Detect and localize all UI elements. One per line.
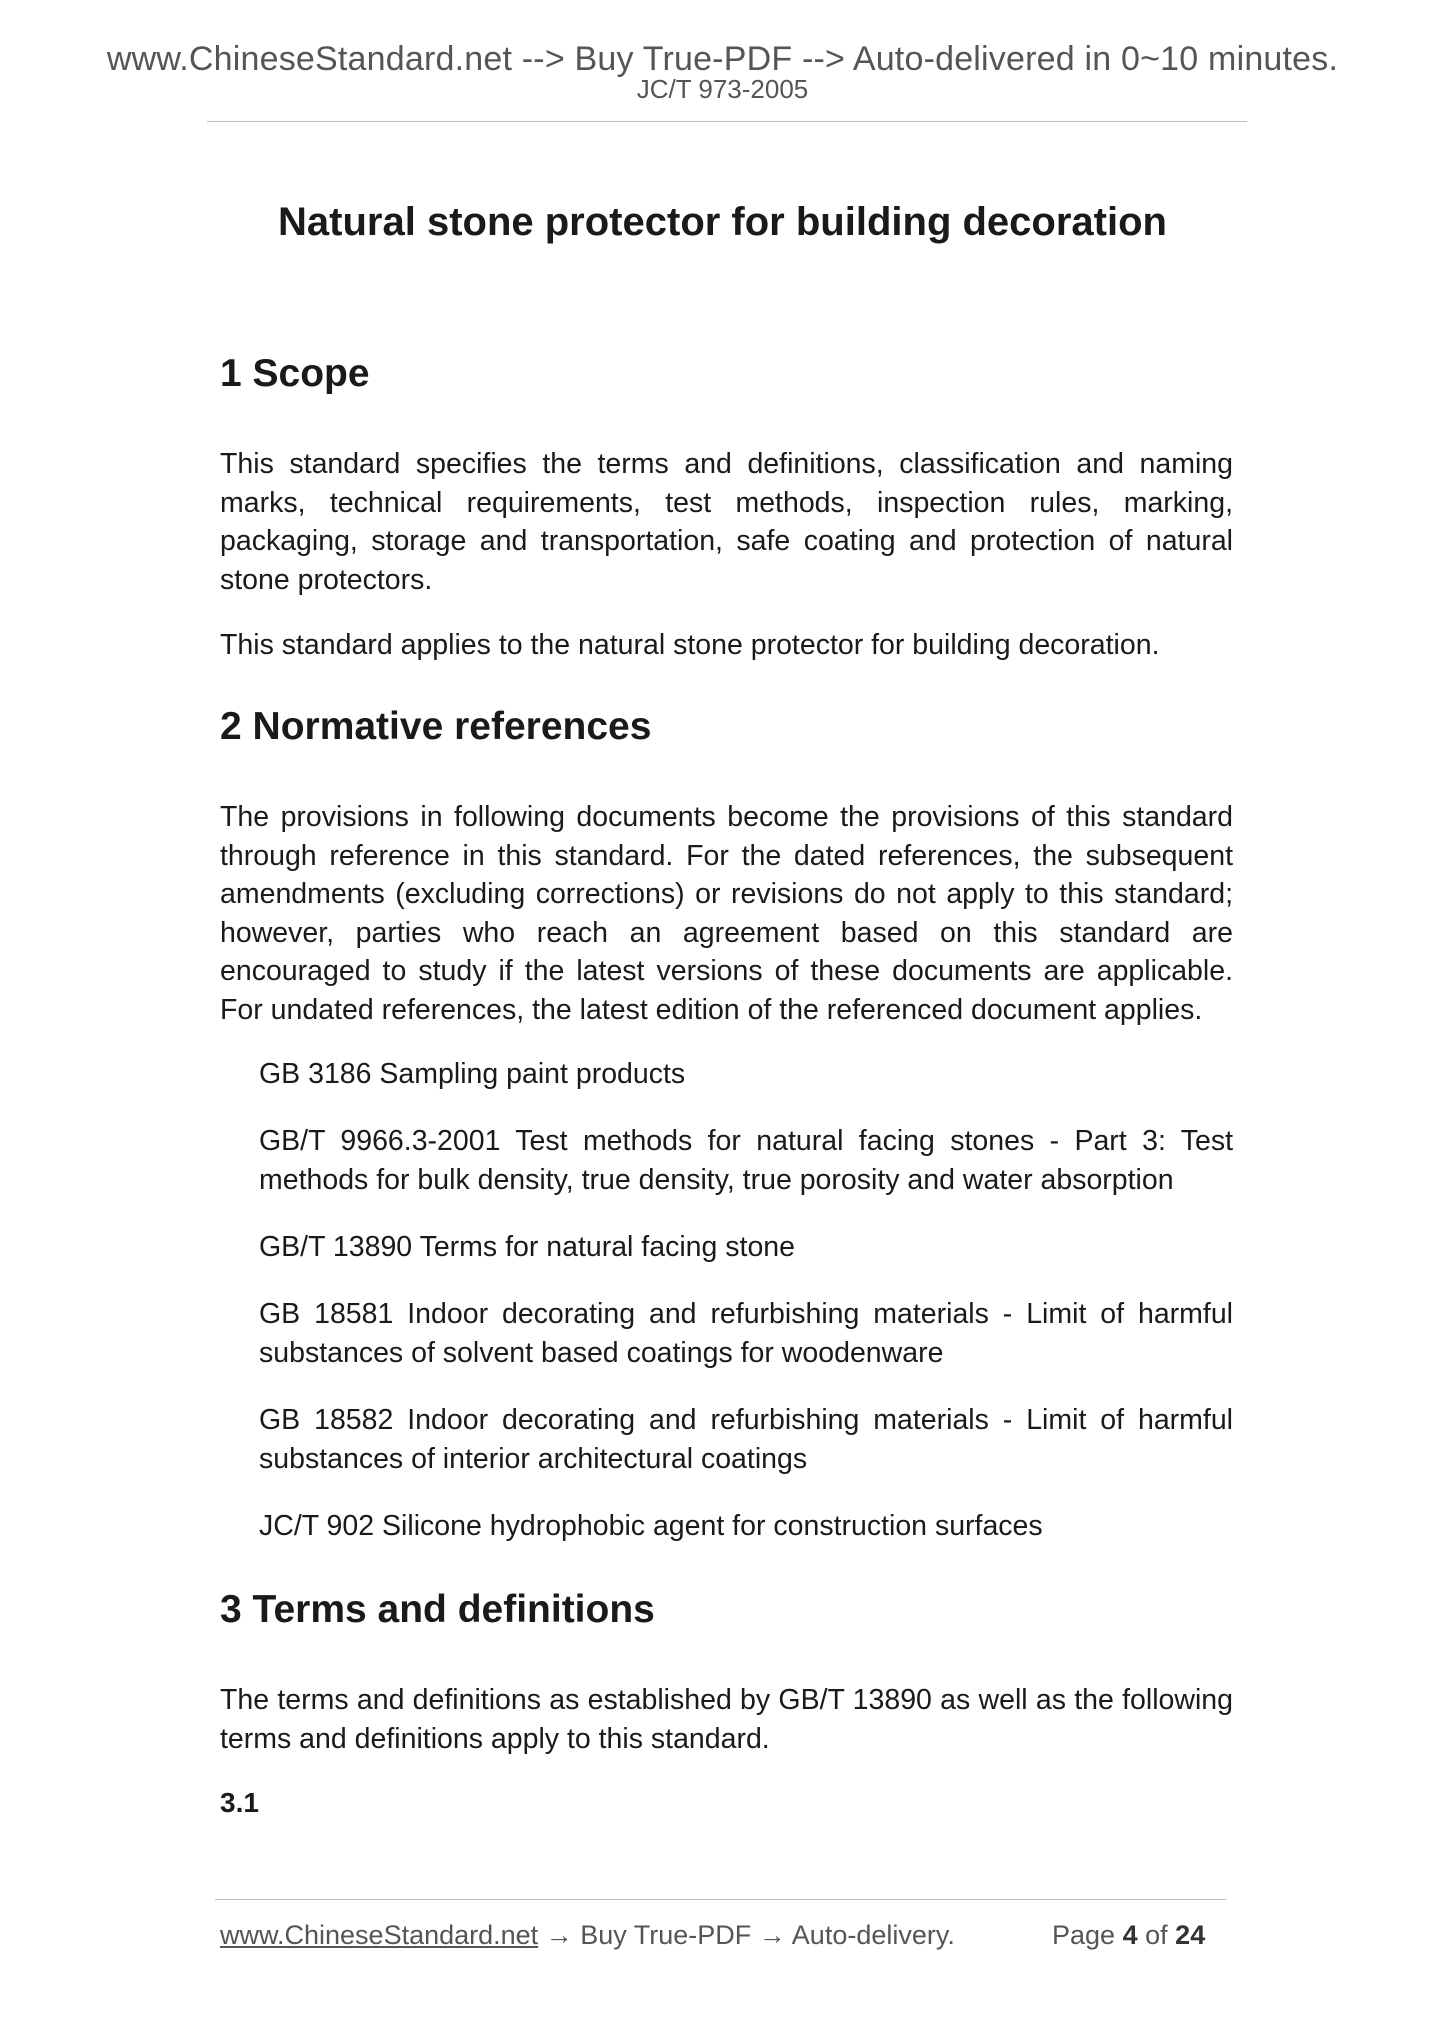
footer-divider: [215, 1899, 1226, 1900]
scope-paragraph-1: This standard specifies the terms and definitions, classification and naming marks, technical requirements, test methods, inspection rules, marking, packaging, storage and transportation, safe coating and protection of natural stone protectors.: [220, 448, 1233, 596]
section-heading-terms-and-definitions: 3 Terms and definitions: [220, 1588, 655, 1631]
arrow-right-icon: →: [545, 1920, 573, 1950]
header-divider: [207, 121, 1247, 122]
page-indicator: [1052, 1920, 1205, 1951]
page-label: Page: [1052, 1920, 1116, 1950]
clause-number: 3.1: [220, 1787, 259, 1818]
normative-references-paragraph: The provisions in following documents become the provisions of this standard through reference in this standard. For the dated references, the subsequent amendments (excluding corrections) or revisions do not apply to this standard; however, parties who reach an agreement based on this standard are encouraged to study if the latest versions of these documents are applicable. For undated references, the latest edition of the referenced document applies.: [220, 801, 1233, 1026]
section-heading-scope: 1 Scope: [220, 352, 370, 395]
terms-paragraph: The terms and definitions as established by GB/T 13890 as well as the following terms and definitions apply to this standard.: [220, 1684, 1233, 1755]
total-pages: 24: [1175, 1920, 1206, 1950]
reference-item: GB 18582 Indoor decorating and refurbishing materials - Limit of harmful substances of interior architectural coatings: [259, 1404, 1233, 1475]
reference-item: GB/T 13890 Terms for natural facing stone: [259, 1231, 795, 1263]
reference-item: GB/T 9966.3-2001 Test methods for natural facing stones - Part 3: Test methods for bulk density, true density, true porosity and water absorption: [259, 1125, 1233, 1196]
reference-item: GB 18581 Indoor decorating and refurbishing materials - Limit of harmful substances of solvent based coatings for woodenware: [259, 1298, 1233, 1369]
of-label: of: [1145, 1920, 1168, 1950]
arrow-right-icon: →: [758, 1920, 786, 1950]
page-title: Natural stone protector for building decoration: [278, 199, 1167, 244]
footer-delivery-text: Auto-delivery.: [791, 1920, 955, 1950]
footer-links: [220, 1920, 955, 1951]
reference-item: JC/T 902 Silicone hydrophobic agent for construction surfaces: [259, 1510, 1043, 1542]
footer-website-link[interactable]: www.ChineseStandard.net: [220, 1920, 539, 1950]
footer-buy-text: Buy True-PDF: [580, 1920, 752, 1950]
header-banner: www.ChineseStandard.net --> Buy True-PDF --> Auto-delivered in 0~10 minutes.: [106, 40, 1339, 78]
scope-paragraph-2: This standard applies to the natural stone protector for building decoration.: [220, 629, 1160, 661]
page-number: 4: [1122, 1920, 1138, 1950]
section-heading-normative-references: 2 Normative references: [220, 705, 652, 748]
document-id: JC/T 973-2005: [636, 74, 809, 104]
reference-item: GB 3186 Sampling paint products: [259, 1058, 686, 1090]
